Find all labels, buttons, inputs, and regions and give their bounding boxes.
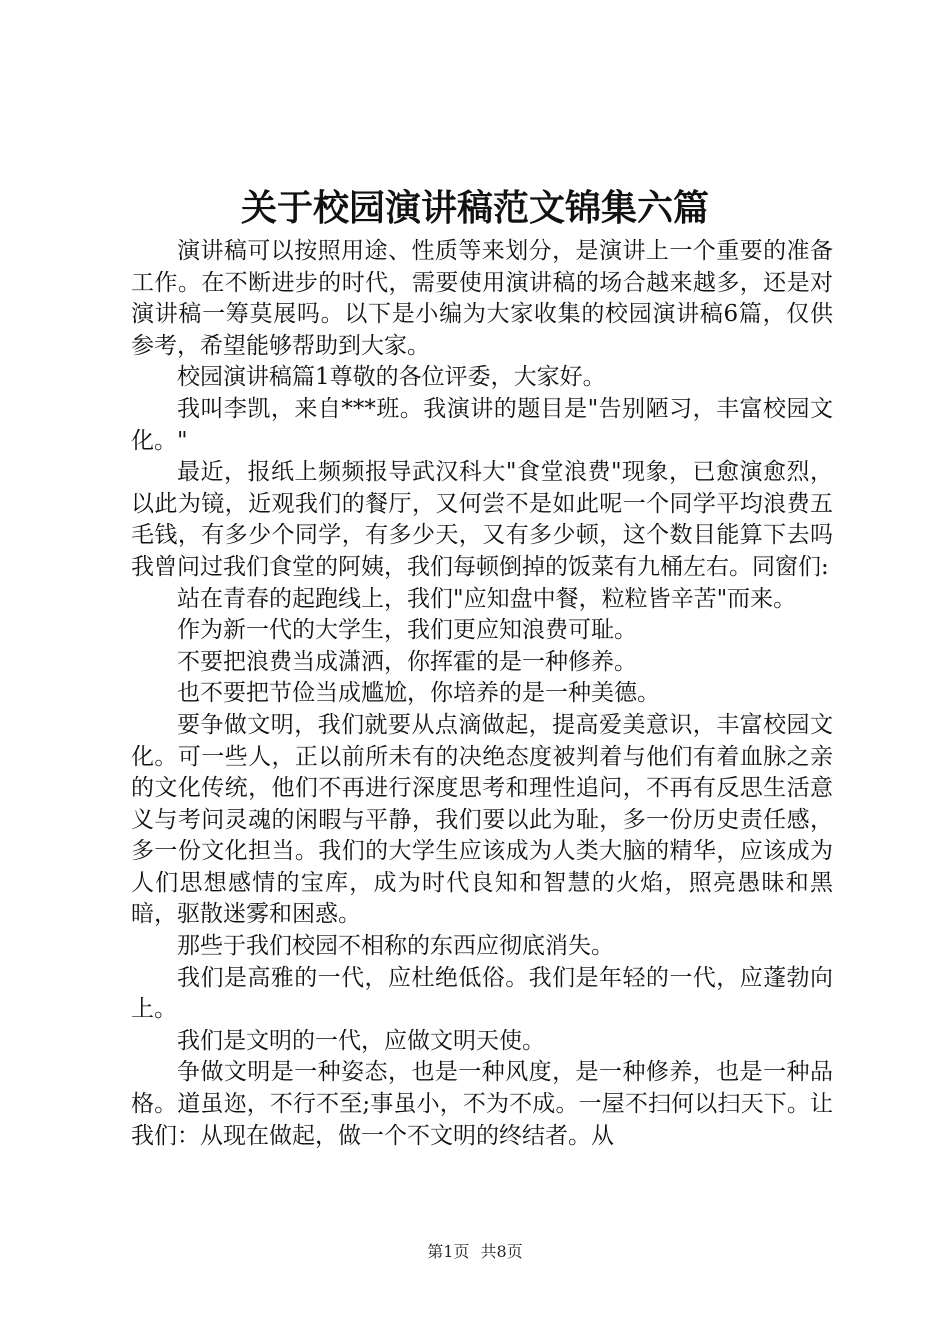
paragraph: 演讲稿可以按照用途、性质等来划分，是演讲上一个重要的准备工作。在不断进步的时代，需要使用演讲稿的场合越来越多，还是对演讲稿一筹莫展吗。以下是小编为大家收集的校园演讲稿6篇，仅供参考，希望能够帮助到大家。 bbox=[131, 238, 833, 359]
page-number: 第1页 bbox=[427, 1242, 470, 1261]
paragraph: 校园演讲稿篇1尊敬的各位评委，大家好。 bbox=[177, 364, 606, 391]
paragraph: 最近，报纸上频频报导武汉科大"食堂浪费"现象，已愈演愈烈，以此为镜，近观我们的餐厅，又何尝不是如此呢一个同学平均浪费五毛钱，有多少个同学，有多少天，又有多少顿，这个数目能算下去吗我曾问过我们食堂的阿姨，我们每顿倒掉的饭菜有九桶左右。同窗们: bbox=[131, 459, 833, 580]
paragraph: 我叫李凯，来自***班。我演讲的题目是"告别陋习，丰富校园文化。" bbox=[131, 395, 833, 454]
paragraph: 作为新一代的大学生，我们更应知浪费可耻。 bbox=[177, 617, 637, 644]
document-body bbox=[131, 236, 833, 1152]
paragraph: 不要把浪费当成潇洒，你挥霍的是一种修养。 bbox=[177, 648, 637, 675]
paragraph: 站在青春的起跑线上，我们"应知盘中餐，粒粒皆辛苦"而来。 bbox=[177, 585, 797, 612]
paragraph: 我们是高雅的一代，应杜绝低俗。我们是年轻的一代，应蓬勃向上。 bbox=[131, 964, 833, 1023]
paragraph: 争做文明是一种姿态，也是一种风度，是一种修养，也是一种品格。道虽迩，不行不至;事虽小，不为不成。一屋不扫何以扫天下。让我们：从现在做起，做一个不文明的终结者。从 bbox=[131, 1059, 833, 1149]
page-footer bbox=[0, 1240, 950, 1264]
paragraph: 那些于我们校园不相称的东西应彻底消失。 bbox=[177, 933, 614, 960]
document-title: 关于校园演讲稿范文锦集六篇 bbox=[240, 187, 709, 229]
paragraph: 也不要把节俭当成尴尬，你培养的是一种美德。 bbox=[177, 680, 660, 707]
paragraph: 要争做文明，我们就要从点滴做起，提高爱美意识，丰富校园文化。可一些人，正以前所未有的决绝态度被判着与他们有着血脉之亲的文化传统，他们不再进行深度思考和理性追问，不再有反思生活意义与考问灵魂的闲暇与平静，我们要以此为耻，多一份历史责任感，多一份文化担当。我们的大学生应该成为人类大脑的精华，应该成为人们思想感情的宝库，成为时代良知和智慧的火焰，照亮愚昧和黑暗，驱散迷雾和困惑。 bbox=[131, 711, 833, 928]
page-total: 共8页 bbox=[480, 1242, 523, 1261]
paragraph: 我们是文明的一代，应做文明天使。 bbox=[177, 1027, 545, 1054]
